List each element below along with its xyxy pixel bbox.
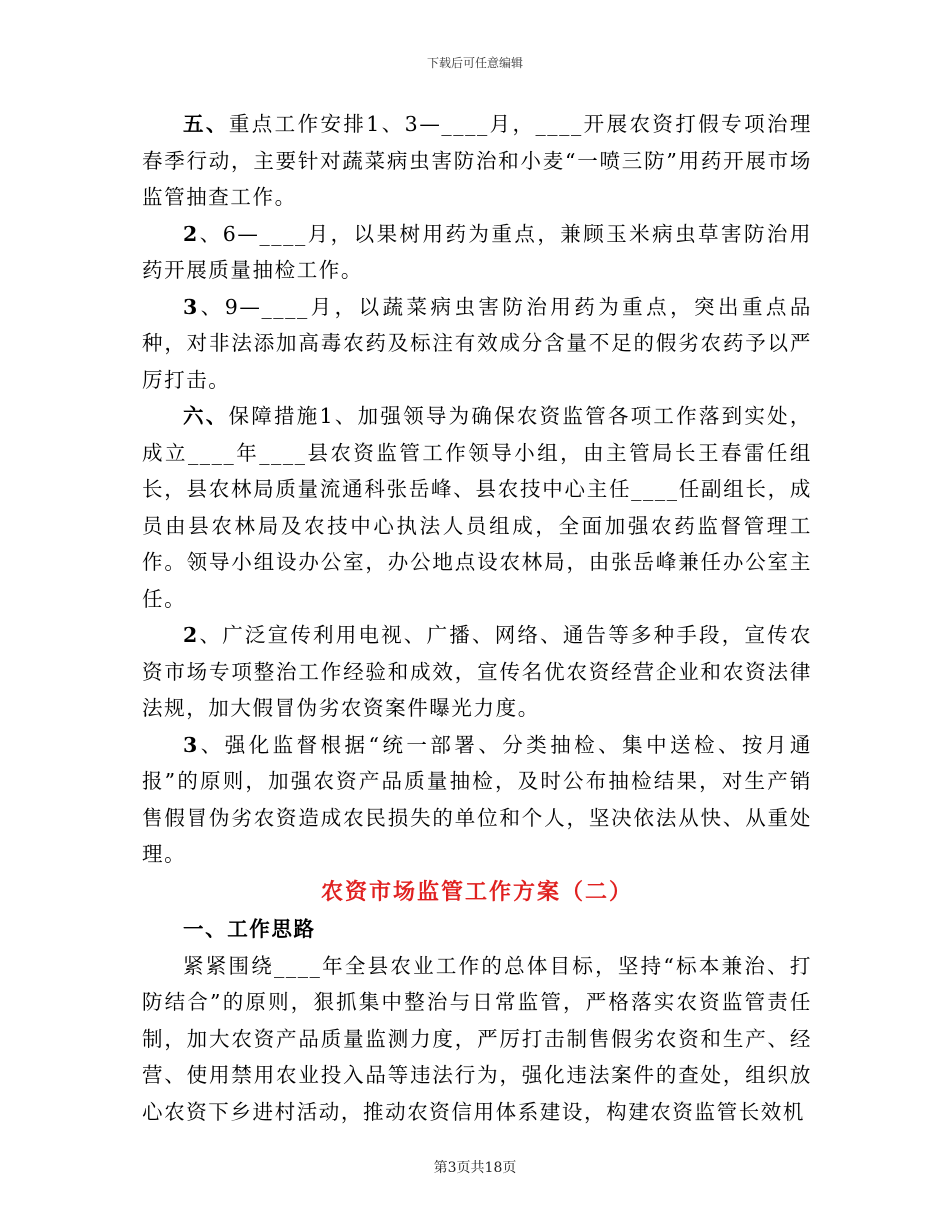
paragraph-lead: 2 xyxy=(183,221,199,246)
paragraph-5-item-2 xyxy=(142,216,812,289)
paragraph-6-item-3 xyxy=(142,727,812,873)
page-number: 第3页共18页 xyxy=(433,1160,517,1176)
paragraph-6-safeguards xyxy=(142,398,812,617)
paragraph-5-work-plan xyxy=(142,106,812,216)
paragraph-lead: 六、 xyxy=(183,404,229,428)
paragraph-lead: 2 xyxy=(183,623,199,647)
paragraph-5-item-3 xyxy=(142,289,812,399)
document-title: 农资市场监管工作方案（二） xyxy=(320,878,633,905)
paragraph-text: 、广泛宣传利用电视、广播、网络、通告等多种手段，宣传农资市场专项整治工作经验和成效，宣传名优农资经营企业和农资法律法规，加大假冒伪劣农资案件曝光力度。 xyxy=(142,623,812,720)
paragraph-text: 重点工作安排1、3—____月，____开展农资打假专项治理春季行动，主要针对蔬菜病虫害防治和小麦“一喷三防”用药开展市场监管抽查工作。 xyxy=(142,112,812,209)
paragraph-text: 、6—____月，以果树用药为重点，兼顾玉米病虫草害防治用药开展质量抽检工作。 xyxy=(142,221,812,282)
page-header-note: 下载后可任意编辑 xyxy=(426,56,523,70)
paragraph-lead: 3 xyxy=(183,294,199,319)
paragraph-text: 保障措施1、加强领导为确保农资监管各项工作落到实处，成立____年____县农资监管工作领导小组，由主管局长王春雷任组长，县农林局质量流通科张岳峰、县农技中心主任____任副组长，成员由县农林局及农技中心执法人员组成，全面加强农药监督管理工作。领导小组设办公室，办公地点设农林局，由张岳峰兼任办公室主任。 xyxy=(142,404,812,611)
paragraph-text: 、强化监督根据“统一部署、分类抽检、集中送检、按月通报”的原则，加强农资产品质量抽检，及时公布抽检结果，对生产销售假冒伪劣农资造成农民损失的单位和个人，坚决依法从快、从重处理。 xyxy=(142,732,812,866)
paragraph-text: 、9—____月，以蔬菜病虫害防治用药为重点，突出重点品种，对非法添加高毒农药及标注有效成分含量不足的假劣农药予以严厉打击。 xyxy=(142,294,812,392)
paragraph-lead: 3 xyxy=(183,732,199,757)
section-heading: 一、工作思路 xyxy=(183,916,316,941)
paragraph-6-item-2 xyxy=(142,617,812,727)
paragraph-lead: 五、 xyxy=(183,112,229,136)
section-paragraph: 紧紧围绕____年全县农业工作的总体目标，坚持“标本兼治、打防结合”的原则，狠抓集中整治与日常监管，严格落实农资监管责任制，加大农资产品质量监测力度，严厉打击制售假劣农资和生产、经营、使用禁用农业投入品等违法行为，强化违法案件的查处，组织放心农资下乡进村活动，推动农资信用体系建设，构建农资监管长效机 xyxy=(142,953,812,1124)
document-body xyxy=(142,106,812,1130)
